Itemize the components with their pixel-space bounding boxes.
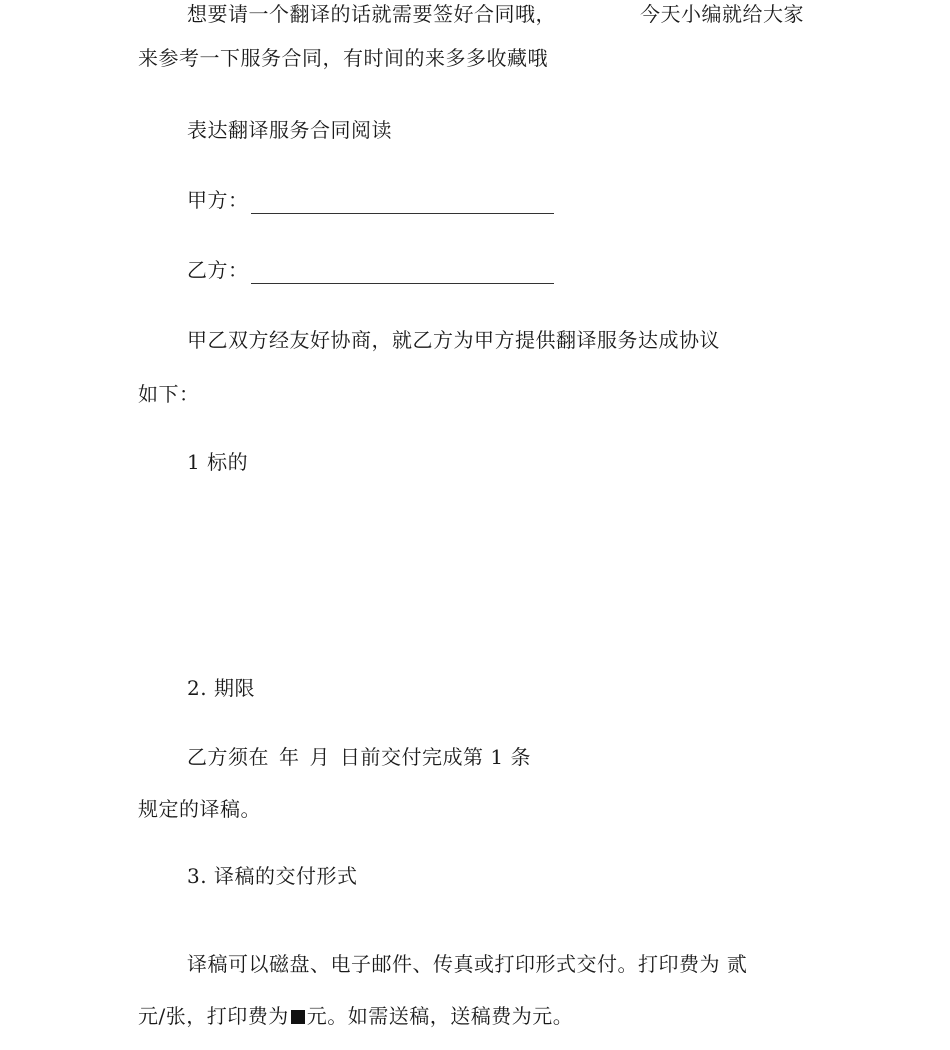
party-b-row (187, 256, 554, 284)
section-3-line-1: 译稿可以磁盘、电子邮件、传真或打印形式交付。打印费为 贰 (187, 952, 748, 976)
intro-text-a: 想要请一个翻译的话就需要签好合同哦， (187, 2, 556, 26)
party-b-blank[interactable] (251, 265, 554, 284)
document-title: 表达翻译服务合同阅读 (187, 118, 392, 142)
section-3-text-b: 元。如需送稿，送稿费为元。 (306, 1004, 574, 1028)
section-2-line-2: 规定的译稿。 (138, 797, 261, 821)
section-2-month: 月 (309, 745, 330, 769)
section-1-heading: 1 标的 (187, 450, 249, 474)
party-a-blank[interactable] (251, 195, 554, 214)
section-2-heading: 2. 期限 (187, 676, 255, 700)
black-square-icon (291, 1010, 305, 1024)
section-3-heading: 3. 译稿的交付形式 (187, 864, 358, 888)
party-a-row (187, 186, 554, 214)
section-2-text-a: 乙方须在 (187, 745, 269, 769)
intro-line-1 (187, 0, 804, 28)
section-2-line-1 (187, 743, 531, 771)
party-b-label: 乙方： (187, 258, 249, 282)
agreement-line-2: 如下： (138, 382, 200, 406)
section-2-year: 年 (279, 745, 300, 769)
section-2-text-b: 日前交付完成第 1 条 (340, 745, 531, 769)
section-3-text-a: 元/张，打印费为 (138, 1004, 289, 1028)
agreement-line-1: 甲乙双方经友好协商，就乙方为甲方提供翻译服务达成协议 (187, 328, 720, 352)
party-a-label: 甲方： (187, 188, 249, 212)
intro-line-2: 来参考一下服务合同，有时间的来多多收藏哦 (138, 46, 548, 70)
section-3-line-2 (138, 1002, 573, 1030)
intro-text-b: 今天小编就给大家 (640, 2, 804, 26)
